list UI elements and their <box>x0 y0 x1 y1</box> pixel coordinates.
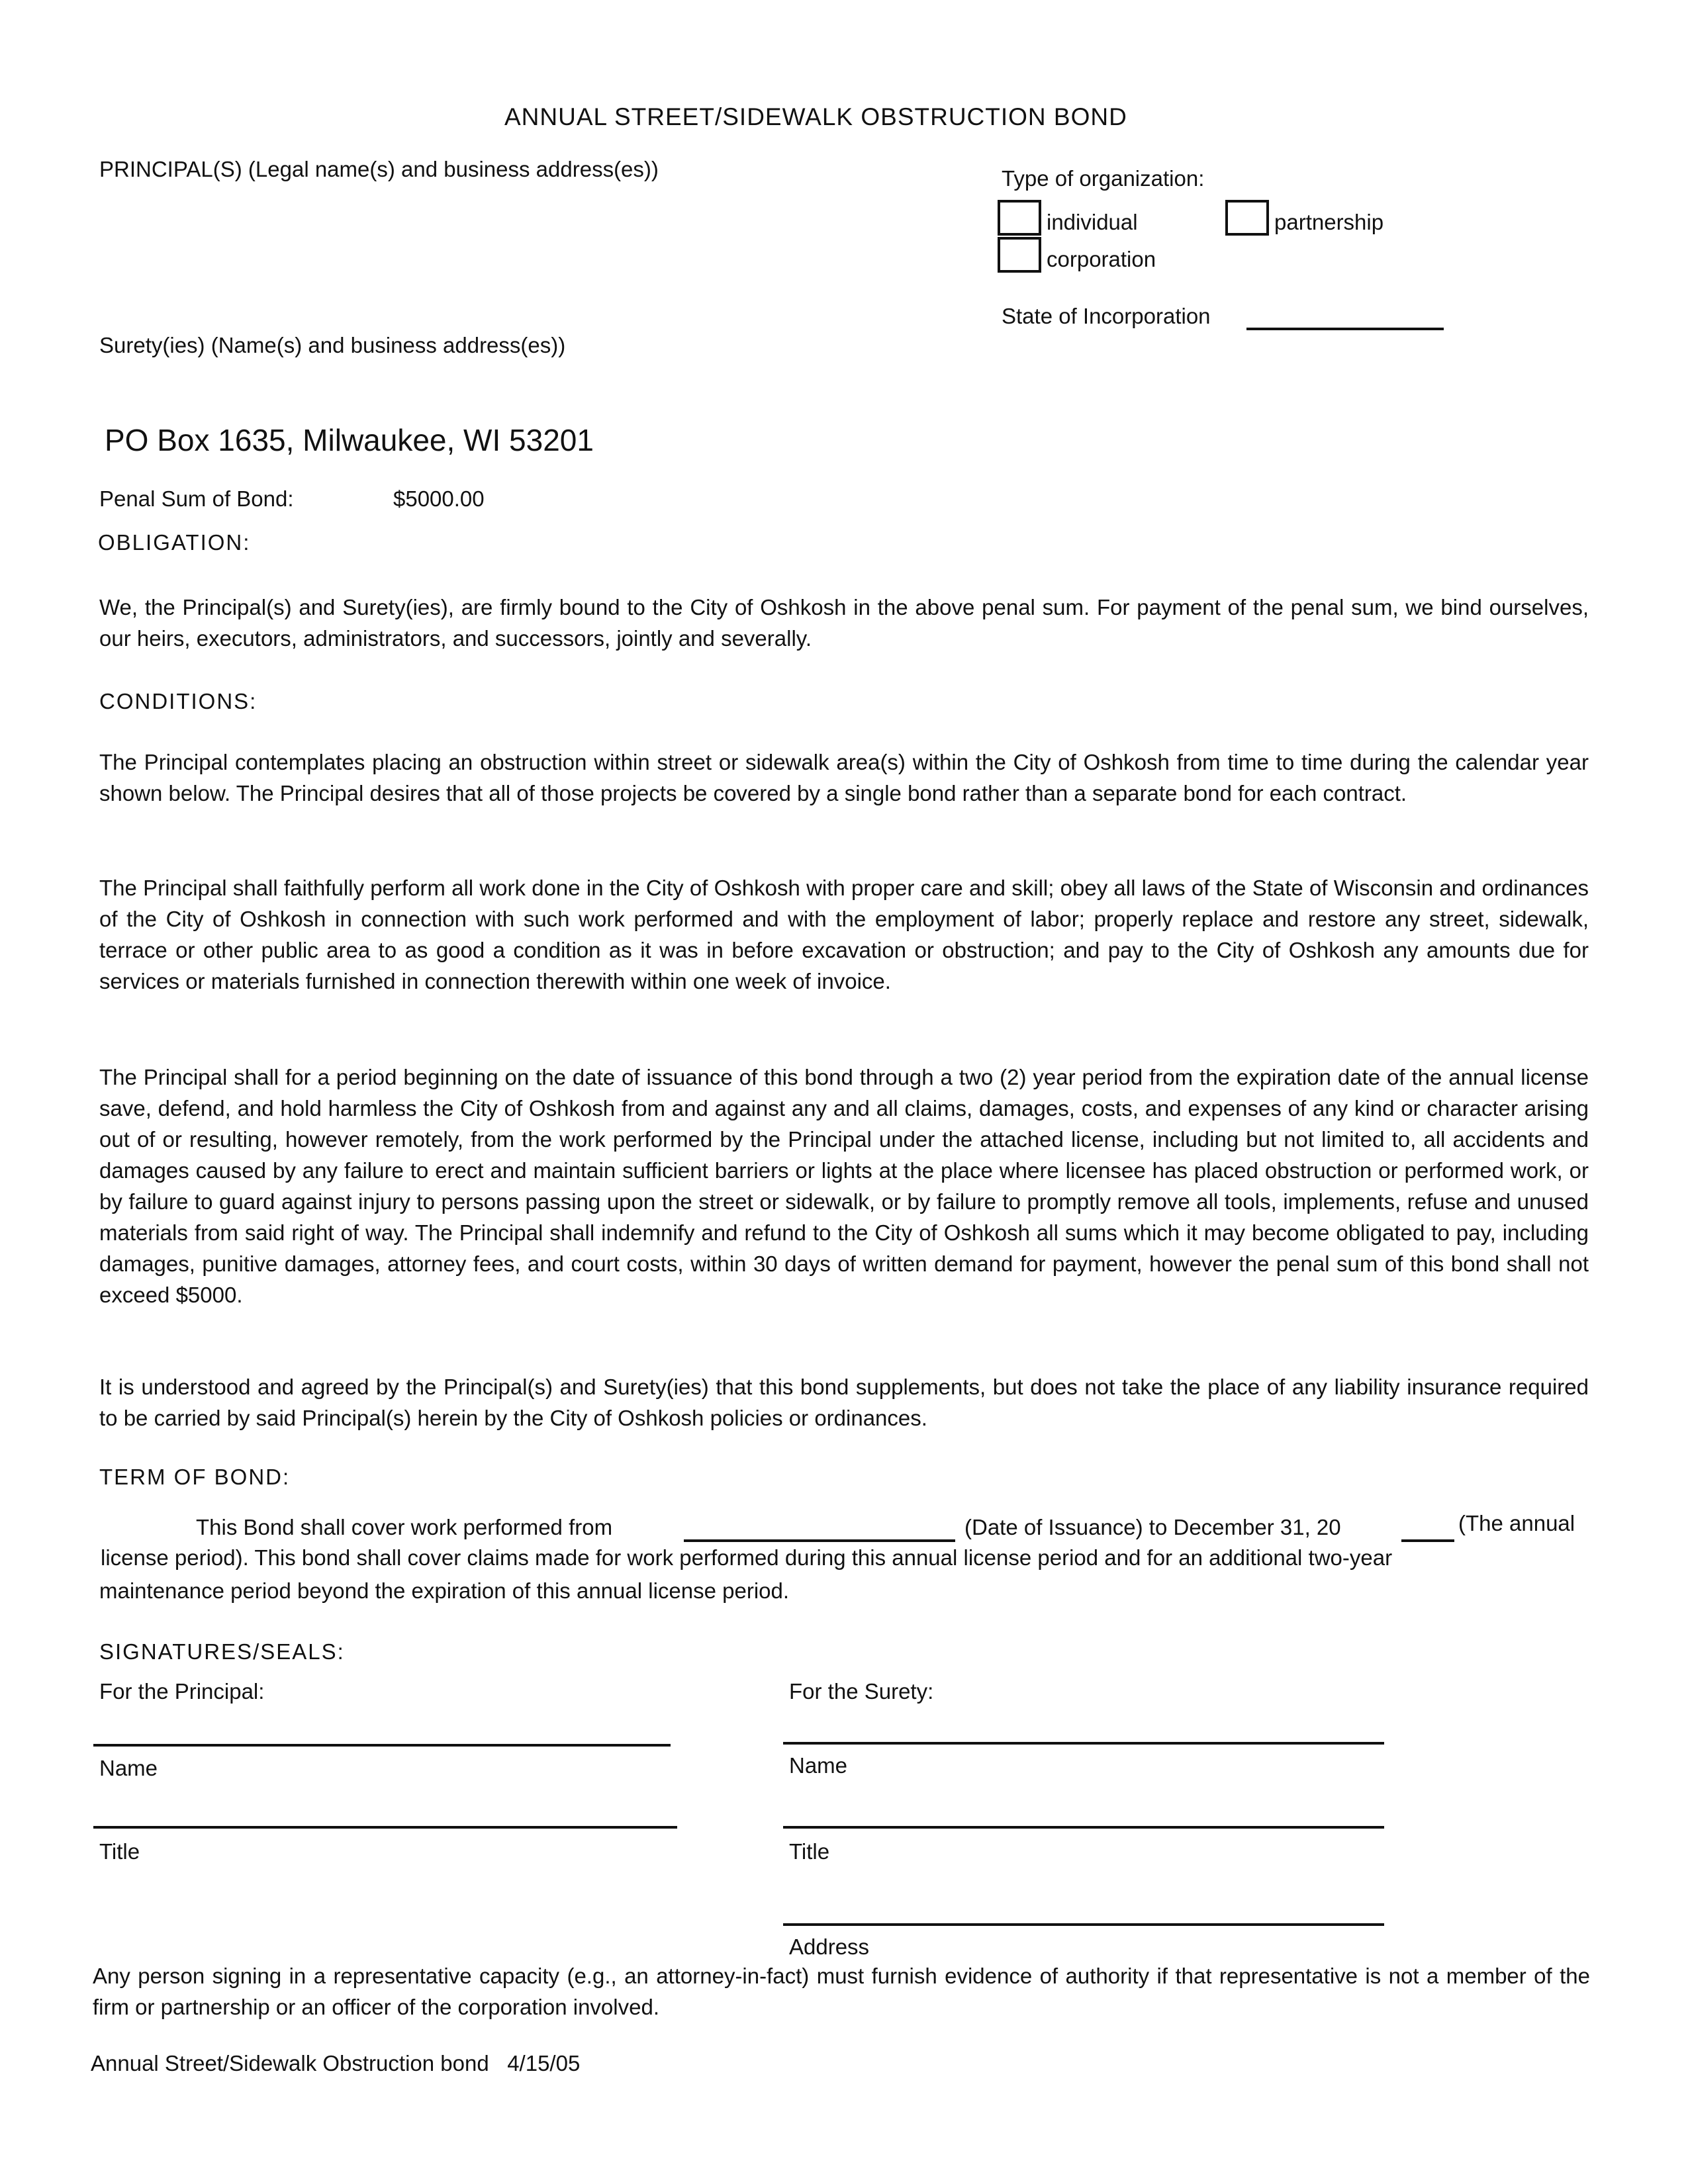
obligation-heading: OBLIGATION: <box>98 530 251 555</box>
surety-address-label: Address <box>789 1934 870 1959</box>
penal-sum-label: Penal Sum of Bond: <box>99 486 294 511</box>
surety-address: PO Box 1635, Milwaukee, WI 53201 <box>105 423 594 457</box>
principal-name-label: Name <box>99 1756 158 1780</box>
term-line2: license period). This bond shall cover claims made for work performed during this annual license period and for an additional two-year <box>101 1545 1393 1570</box>
org-type-label: Type of organization: <box>1002 166 1205 191</box>
surety-name-label: Name <box>789 1753 848 1778</box>
conditions-paragraph-4: It is understood and agreed by the Principal(s) and Surety(ies) that this bond supplements, but does not take the place of any liability insurance required to be carried by said Principal(s) herein by the City of Oshkosh policies or ordinances. <box>99 1375 1589 1430</box>
representative-footnote: Any person signing in a representative capacity (e.g., an attorney-in-fact) must furnish evidence of authority if that representative is not a member of the firm or partnership or an officer of the corporation involved. <box>93 1964 1590 2019</box>
state-of-incorporation-field[interactable] <box>1246 328 1444 330</box>
surety-label: Surety(ies) (Name(s) and business address(es)) <box>99 333 566 357</box>
conditions-paragraph-1: The Principal contemplates placing an obstruction within street or sidewalk area(s) within the City of Oshkosh from time to time during the calendar year shown below. The Principal desires that all of those projects be covered by a single bond rather than a separate bond for each contract. <box>99 750 1589 805</box>
for-principal-label: For the Principal: <box>99 1679 265 1704</box>
corporation-checkbox[interactable] <box>998 237 1041 273</box>
year-field[interactable] <box>1401 1539 1454 1542</box>
term-line1-end: (The annual <box>1458 1511 1575 1535</box>
document-title: ANNUAL STREET/SIDEWALK OBSTRUCTION BOND <box>504 103 1127 130</box>
penal-sum-value: $5000.00 <box>393 486 485 511</box>
term-heading: TERM OF BOND: <box>99 1465 291 1489</box>
principal-name-line[interactable] <box>93 1744 671 1747</box>
individual-checkbox[interactable] <box>998 200 1041 236</box>
conditions-paragraph-3: The Principal shall for a period beginning on the date of issuance of this bond through a two (2) year period from the expiration date of the annual license save, defend, and hold harmless the City of Oshkosh from and against any and all claims, damages, costs, and expenses of any kind or character arising out of or resulting, however remotely, from the work performed by the Principal under the attached license, including but not limited to, all accidents and damages caused by any failure to erect and maintain sufficient barriers or lights at the place where licensee has placed obstruction or performed work, or by failure to guard against injury to persons passing upon the street or sidewalk, or by failure to promptly remove all tools, implements, refuse and unused materials from said right of way. The Principal shall indemnify and refund to the City of Oshkosh all sums which it may become obligated to pay, including damages, punitive damages, attorney fees, and court costs, within 30 days of written demand for payment, however the penal sum of this bond shall not exceed $5000. <box>99 1065 1589 1307</box>
surety-name-line[interactable] <box>783 1742 1384 1745</box>
term-line1-start: This Bond shall cover work performed from <box>196 1515 613 1539</box>
for-surety-label: For the Surety: <box>789 1679 934 1704</box>
surety-address-line[interactable] <box>783 1923 1384 1926</box>
obligation-text: We, the Principal(s) and Surety(ies), are firmly bound to the City of Oshkosh in the above penal sum. For payment of the penal sum, we bind ourselves, our heirs, executors, administrators, and successors, jointly and severally. <box>99 595 1589 651</box>
principal-title-line[interactable] <box>93 1826 677 1829</box>
partnership-checkbox[interactable] <box>1225 200 1269 236</box>
term-line1-middle: (Date of Issuance) to December 31, 20 <box>964 1515 1341 1539</box>
surety-title-line[interactable] <box>783 1826 1384 1829</box>
conditions-heading: CONDITIONS: <box>99 689 258 713</box>
surety-title-label: Title <box>789 1839 830 1864</box>
date-of-issuance-field[interactable] <box>684 1539 955 1542</box>
principal-label: PRINCIPAL(S) (Legal name(s) and business address(es)) <box>99 157 659 181</box>
corporation-label: corporation <box>1047 247 1156 271</box>
state-of-incorporation-label: State of Incorporation <box>1002 304 1211 328</box>
principal-title-label: Title <box>99 1839 140 1864</box>
conditions-paragraph-2: The Principal shall faithfully perform all work done in the City of Oshkosh with proper care and skill; obey all laws of the State of Wisconsin and ordinances of the City of Oshkosh in connection with such work performed and with the employment of labor; properly replace and restore any street, sidewalk, terrace or other public area to as good a condition as it was in before excavation or obstruction; and pay to the City of Oshkosh any amounts due for services or materials furnished in connection therewith within one week of invoice. <box>99 876 1589 993</box>
partnership-label: partnership <box>1274 210 1384 234</box>
individual-label: individual <box>1047 210 1138 234</box>
term-line3: maintenance period beyond the expiration of this annual license period. <box>99 1578 790 1603</box>
signatures-heading: SIGNATURES/SEALS: <box>99 1639 345 1664</box>
page-footer: Annual Street/Sidewalk Obstruction bond 4/15/05 <box>91 2051 581 2075</box>
